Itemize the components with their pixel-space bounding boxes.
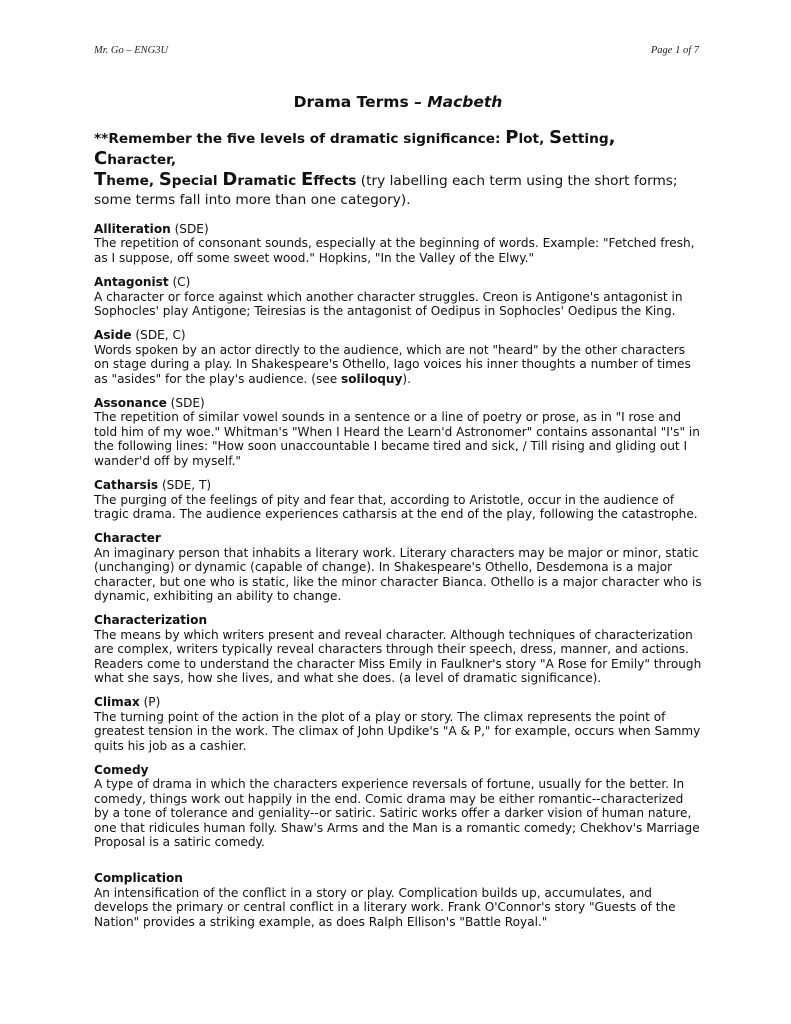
term-character <box>94 531 702 603</box>
term-tag: (SDE, C) <box>131 328 186 343</box>
term-tag: (SDE) <box>166 396 205 411</box>
term-tag: (SDE) <box>170 222 209 236</box>
header-page-number: Page 1 of 7 <box>650 45 699 56</box>
term-definition: An imaginary person that inhabits a literary work. Literary characters may be major or minor, static (unchanging) or dynamic (capable of change). In Shakespeare's Othello, Desdemona is a major character, but one who is static, like the minor character Bianca. Othello is a major character who is dynamic, exhibiting an ability to change. <box>94 545 702 603</box>
title-main: Drama Terms – <box>293 93 428 111</box>
term-definition: The turning point of the action in the plot of a play or story. The climax represents the point of greatest tension in the work. The climax of John Updike's "A & P," for example, occurs when Sammy quits his job as a cashier. <box>94 709 701 753</box>
intro-d-cap: D <box>222 169 238 190</box>
term-definition <box>94 343 702 386</box>
intro-e-rest: ffects <box>313 173 357 189</box>
term-name: Character <box>94 531 161 546</box>
term-tag: (P) <box>139 695 161 710</box>
intro-comma: , <box>608 127 616 148</box>
intro-t-cap: T <box>94 169 107 190</box>
intro-d-rest: ramatic <box>237 173 301 189</box>
title-play: Macbeth <box>427 93 503 111</box>
intro-paragraph <box>94 128 702 210</box>
intro-sp-rest: pecial <box>171 173 223 189</box>
document-body <box>94 92 702 939</box>
term-definition: A type of drama in which the characters experience reversals of fortune, usually for the better. In comedy, things work out happily in the end. Comic drama may be either romantic--characterized by a tone of tolerance and geniality--or satiric. Satiric works offer a darker vision of human nature, one that ridicules human folly. Shaw's Arms and the Man is a romantic comedy; Chekhov's Marriage Proposal is a satiric comedy. <box>94 777 700 850</box>
soliloquy-reference: soliloquy <box>341 371 403 386</box>
term-definition: The repetition of similar vowel sounds in a sentence or a line of poetry or prose, as in "I rose and told him of my woe." Whitman's "When I Heard the Learn'd Astronomer" contains assonantal "I's" in the following lines: "How soon unaccountable I became tired and sick, / Till rising and gliding out I wander'd off by myself." <box>94 410 700 468</box>
definition-text: Words spoken by an actor directly to the audience, which are not "heard" by the other characters on stage during a play. In Shakespeare's Othello, Iago voices his inner thoughts a number of times as "asides" for the play's audience. (see <box>94 342 691 386</box>
term-name: Comedy <box>94 763 149 777</box>
intro-s-cap: S <box>549 127 563 148</box>
term-assonance <box>94 396 702 468</box>
term-tag: (SDE, T) <box>158 478 212 493</box>
term-alliteration <box>94 222 702 265</box>
term-aside <box>94 328 702 386</box>
term-comedy <box>94 763 702 849</box>
page-title <box>94 92 702 112</box>
intro-c-rest: haracter, <box>107 152 177 168</box>
term-definition: A character or force against which another character struggles. Creon is Antigone's antagonist in Sophocles' play Antigone; Teiresias is the antagonist of Oedipus in Sophocles' Oedipus the King. <box>94 289 683 319</box>
intro-tail: (try labelling each term using the short forms; some terms fall into more than one category). <box>94 173 678 208</box>
intro-e-cap: E <box>300 169 314 190</box>
term-name: Antagonist <box>94 275 169 290</box>
definition-text-end: ). <box>402 371 411 386</box>
intro-p-cap: P <box>505 127 519 148</box>
intro-lead: **Remember the five levels of dramatic significance: <box>94 131 506 147</box>
term-catharsis <box>94 478 702 521</box>
term-definition: An intensification of the conflict in a story or play. Complication builds up, accumulates, and develops the primary or central conflict in a literary work. Frank O'Connor's story "Guests of the Nation" provides a striking example, as does Ralph Ellison's "Battle Royal." <box>94 885 676 929</box>
term-name: Aside <box>94 328 132 343</box>
term-definition: The repetition of consonant sounds, especially at the beginning of words. Example: "Fetched fresh, as I suppose, off some sweet wood." Hopkins, "In the Valley of the Elwy." <box>94 236 695 265</box>
term-name: Climax <box>94 695 140 710</box>
term-definition: The purging of the feelings of pity and fear that, according to Aristotle, occur in the audience of tragic drama. The audience experiences catharsis at the end of the play, following the catastrophe. <box>94 492 698 521</box>
intro-sp-cap: S <box>158 169 172 190</box>
intro-s-rest: etting <box>562 131 609 147</box>
term-definition: The means by which writers present and reveal character. Although techniques of characterization are complex, writers typically reveal characters through their speech, dress, manner, and actions. Readers come to understand the character Miss Emily in Faulkner's story "A Rose for Emily" through what she says, how she lives, and what she does. (a level of dramatic significance). <box>94 627 702 685</box>
term-name: Characterization <box>94 613 208 628</box>
term-characterization <box>94 613 702 685</box>
term-complication <box>94 871 702 929</box>
term-climax <box>94 695 702 753</box>
intro-c-cap: C <box>94 148 108 169</box>
header-author-course: Mr. Go – ENG3U <box>94 45 169 56</box>
term-name: Alliteration <box>94 222 171 236</box>
term-name: Complication <box>94 871 183 886</box>
term-tag: (C) <box>168 275 191 290</box>
term-name: Assonance <box>94 396 167 411</box>
intro-p-rest: lot, <box>518 131 550 147</box>
term-name: Catharsis <box>94 478 159 493</box>
intro-t-rest: heme, <box>106 173 159 189</box>
term-antagonist <box>94 275 702 318</box>
